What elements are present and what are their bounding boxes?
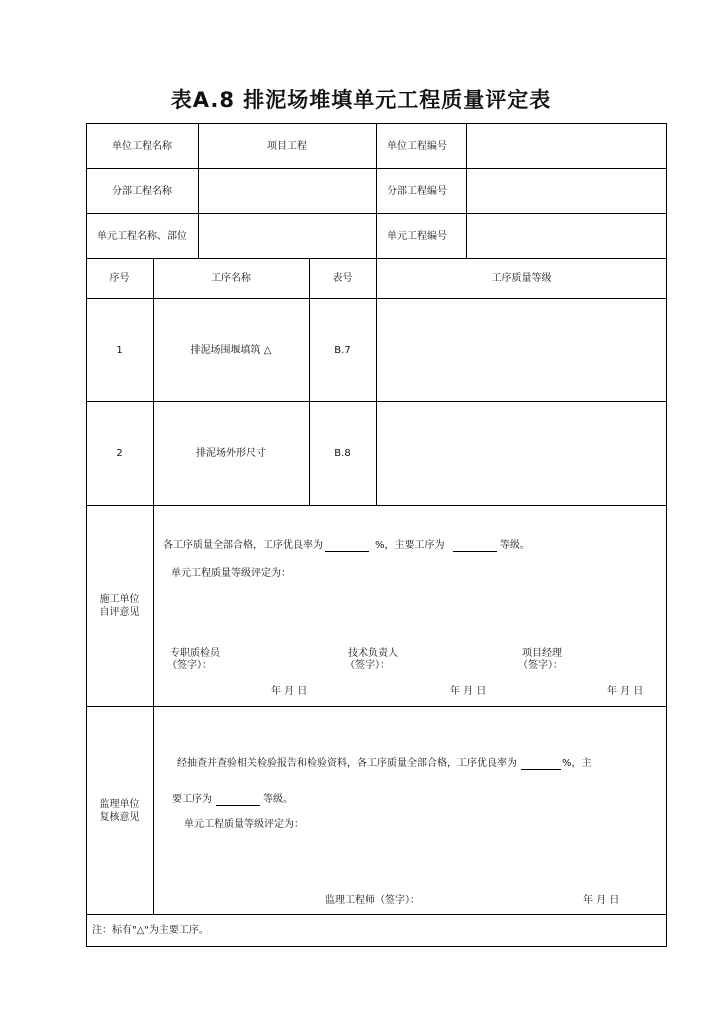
row-1-name: 排泥场围堰填筑 △ (190, 345, 272, 356)
sig-tech-lead-title: 技术负责人 (348, 648, 398, 659)
rule (376, 123, 377, 258)
element-project-no-label: 单元工程编号 (387, 231, 447, 242)
column-header-grade: 工序质量等级 (491, 273, 552, 284)
supervision-statement (177, 757, 592, 770)
supervision-text-b: %，主 (562, 758, 592, 769)
supervision-statement-2 (172, 793, 293, 806)
sig-inspector-sub: （签字）： (167, 660, 212, 671)
date-supervisor: 年 月 日 (583, 895, 620, 906)
unit-project-no-label: 单位工程编号 (387, 141, 447, 152)
date-inspector: 年 月 日 (271, 686, 308, 697)
column-header-no: 序号 (109, 273, 130, 284)
row-1-no: 1 (116, 345, 123, 356)
sig-pm-sub: （签字）： (518, 660, 563, 671)
form-title: 表A.8 排泥场堆填单元工程质量评定表 (170, 88, 552, 112)
footnote: 注：标有"△"为主要工序。 (92, 925, 209, 936)
sig-pm-title: 项目经理 (522, 648, 562, 659)
rule (86, 706, 667, 707)
supervision-rate-blank (521, 758, 561, 770)
supervision-text-c: 要工序为 (172, 794, 212, 805)
sig-inspector-title: 专职质检员 (170, 648, 220, 659)
date-tech-lead: 年 月 日 (450, 686, 487, 697)
construction-text-b: %，主要工序为 (375, 540, 445, 551)
supervision-text-d: 等级。 (263, 794, 293, 805)
construction-label-1: 施工单位 (99, 594, 140, 605)
sub-project-no-label: 分部工程编号 (387, 186, 447, 197)
row-2-form: B.8 (334, 448, 351, 459)
main-process-grade-blank (453, 540, 497, 552)
sig-supervisor: 监理工程师（签字）： (325, 895, 420, 906)
element-project-label: 单元工程名称、部位 (97, 231, 187, 242)
supervision-grade-blank (216, 794, 260, 806)
excellence-rate-blank (325, 540, 369, 552)
date-pm: 年 月 日 (607, 686, 644, 697)
unit-project-label: 单位工程名称 (112, 141, 172, 152)
supervision-label-2: 复核意见 (99, 812, 140, 823)
rule (86, 914, 667, 915)
sub-project-label: 分部工程名称 (112, 186, 172, 197)
supervision-text-a: 经抽查并查验相关检验报告和检验资料，各工序质量全部合格，工序优良率为 (177, 758, 517, 769)
construction-evaluation: 单元工程质量等级评定为： (171, 568, 291, 579)
supervision-evaluation: 单元工程质量等级评定为： (184, 819, 304, 830)
rule (309, 258, 310, 505)
construction-label-2: 自评意见 (99, 607, 140, 618)
rule (466, 123, 467, 258)
construction-statement (163, 539, 530, 552)
row-2-no: 2 (116, 448, 123, 459)
supervision-label-1: 监理单位 (99, 799, 140, 810)
rule (376, 258, 377, 505)
rule (86, 505, 667, 506)
construction-text-c: 等级。 (499, 540, 530, 551)
sig-tech-lead-sub: （签字）： (345, 660, 390, 671)
row-2-name: 排泥场外形尺寸 (196, 448, 266, 459)
column-header-form: 表号 (332, 273, 353, 284)
construction-text-a: 各工序质量全部合格，工序优良率为 (163, 540, 323, 551)
column-header-name: 工序名称 (211, 273, 251, 284)
unit-project-value: 项目工程 (267, 141, 307, 152)
row-1-form: B.7 (334, 345, 351, 356)
